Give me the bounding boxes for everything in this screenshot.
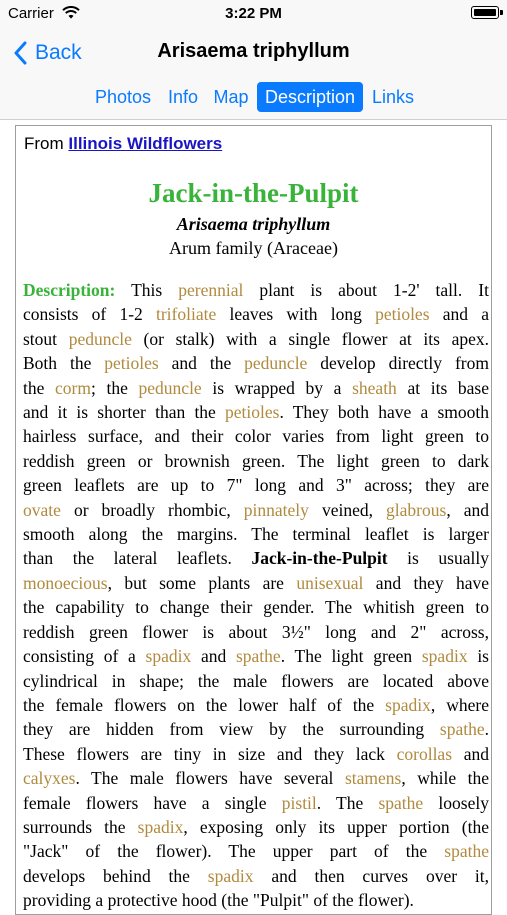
description-line	[23, 644, 489, 668]
description-text-segment: and a	[429, 304, 489, 325]
description-line	[23, 839, 489, 863]
battery-icon	[471, 6, 499, 19]
tab-info[interactable]: Info	[167, 87, 199, 107]
description-text-segment: leaves with long	[216, 304, 376, 325]
glossary-link[interactable]: spathe	[378, 792, 424, 813]
description-line	[23, 400, 489, 424]
description-text-segment: and	[191, 646, 236, 667]
description-line	[23, 522, 489, 546]
description-text-segment: they are hidden from view by the surrounding	[23, 719, 440, 740]
back-label: Back	[35, 41, 82, 64]
glossary-link[interactable]: spadix	[421, 646, 468, 667]
glossary-link[interactable]: perennial	[178, 280, 244, 300]
glossary-link[interactable]: corollas	[396, 743, 453, 764]
description-line	[23, 546, 489, 570]
description-text-segment: and the	[158, 353, 245, 374]
source-line	[24, 134, 222, 154]
description-line	[23, 424, 489, 448]
description-panel[interactable]	[15, 125, 492, 915]
description-line	[23, 376, 489, 400]
description-text-segment: the female flowers on the lower half of the	[23, 694, 386, 715]
glossary-link[interactable]: spadix	[137, 816, 184, 837]
description-text-segment: consists of 1-2	[23, 304, 156, 325]
description-text-segment: the capability to change their gender. The whitish green to	[23, 597, 489, 618]
description-text-segment: , where	[430, 694, 489, 715]
glossary-link[interactable]: spathe	[235, 646, 281, 667]
description-line	[23, 742, 489, 766]
scientific-name: Arisaema triphyllum	[176, 214, 331, 234]
description-line	[23, 620, 489, 644]
description-line	[23, 278, 489, 302]
glossary-link[interactable]: pistil	[281, 792, 317, 813]
glossary-link[interactable]: glabrous	[386, 499, 447, 520]
description-text-segment: and it is shorter than the	[23, 402, 226, 423]
description-text-segment: is wrapped by a	[201, 377, 353, 398]
description-text-segment: . The	[316, 792, 379, 813]
glossary-link[interactable]: monoecious	[23, 572, 108, 593]
description-text-segment: hairless surface, and their color varies from light green to	[23, 426, 489, 447]
glossary-link[interactable]: petioles	[104, 353, 159, 374]
description-line	[23, 327, 489, 351]
glossary-link[interactable]: ovate	[23, 499, 61, 520]
description-text-segment: , and	[446, 499, 489, 520]
description-line	[23, 693, 489, 717]
description-text-segment: surrounds the	[23, 816, 138, 837]
description-text-segment: and then curves over it,	[253, 865, 490, 886]
glossary-link[interactable]: unisexual	[296, 572, 364, 593]
description-text-segment: than the lateral leaflets.	[23, 548, 252, 569]
description-text-segment: smooth along the margins. The terminal leaflet is larger	[23, 524, 489, 545]
carrier-label: Carrier	[8, 5, 54, 22]
glossary-link[interactable]: spadix	[145, 646, 192, 667]
glossary-link[interactable]: trifoliate	[155, 304, 217, 325]
description-text-segment: develops behind the	[23, 865, 208, 886]
glossary-link[interactable]: pinnately	[243, 499, 309, 520]
navigation-bar	[0, 28, 507, 78]
description-line	[23, 571, 489, 595]
status-bar	[0, 0, 507, 28]
description-text-segment: is usually	[387, 548, 489, 569]
description-text	[23, 278, 489, 913]
glossary-link[interactable]: peduncle	[138, 377, 202, 398]
glossary-link[interactable]: calyxes	[23, 768, 76, 789]
tab-description[interactable]: Description	[257, 82, 363, 112]
description-text-segment: providing a protective hood (the "Pulpit" of the flower).	[23, 890, 414, 911]
bold-common-name: Jack-in-the-Pulpit	[251, 548, 388, 569]
description-text-segment: is	[467, 646, 489, 667]
description-line	[23, 815, 489, 839]
description-line	[23, 888, 489, 912]
description-text-segment: Both the	[23, 353, 105, 374]
glossary-link[interactable]: spathe	[444, 841, 489, 862]
description-text-segment: ; the	[91, 377, 139, 398]
glossary-link[interactable]: stamens	[344, 768, 402, 789]
description-text-segment: and they have	[363, 572, 490, 593]
description-text-segment: the	[23, 377, 56, 398]
description-text-segment: veined,	[308, 499, 387, 520]
description-line	[23, 449, 489, 473]
glossary-link[interactable]: spadix	[385, 694, 431, 715]
description-text-segment: green leaflets are up to 7" long and 3" across; they are	[23, 475, 489, 496]
tab-photos[interactable]: Photos	[94, 87, 152, 107]
description-line	[23, 498, 489, 522]
description-text-segment: and	[452, 743, 489, 764]
description-text-segment: , but some plants are	[107, 572, 297, 593]
description-line	[23, 669, 489, 693]
description-line	[23, 595, 489, 619]
glossary-link[interactable]: petioles	[225, 402, 280, 423]
description-text-segment: female flowers have a single	[23, 792, 282, 813]
description-line	[23, 302, 489, 326]
description-text-segment: plant is about 1-2' tall. It	[243, 280, 489, 300]
description-text-segment: .	[484, 719, 489, 740]
description-line	[23, 791, 489, 815]
source-prefix: From	[24, 134, 69, 153]
description-text-segment: . They both have a smooth	[279, 402, 489, 423]
description-text-segment: . The light green	[280, 646, 422, 667]
description-text-segment: stout	[23, 328, 69, 349]
description-text-segment: These flowers are tiny in size and they lack	[23, 743, 397, 764]
glossary-link[interactable]: peduncle	[68, 328, 132, 349]
description-text-segment: loosely	[423, 792, 489, 813]
tab-bar	[0, 78, 507, 120]
description-text-segment: reddish green or brownish green. The light green to dark	[23, 450, 489, 471]
common-name: Jack-in-the-Pulpit	[148, 178, 359, 208]
description-text-segment: (or stalk) with a single flower at its apex.	[131, 328, 489, 349]
glossary-link[interactable]: petioles	[375, 304, 430, 325]
description-line	[23, 864, 489, 888]
description-text-segment: or broadly rhombic,	[60, 499, 244, 520]
glossary-link[interactable]: spadix	[207, 865, 254, 886]
page-title: Arisaema triphyllum	[157, 40, 350, 62]
description-line	[23, 766, 489, 790]
glossary-link[interactable]: spathe	[439, 719, 485, 740]
description-heading: Description:	[23, 280, 116, 300]
description-text-segment: reddish green flower is about 3½" long and 2" across,	[23, 621, 489, 642]
description-text-segment: cylindrical in shape; the male flowers are located above	[23, 670, 489, 691]
description-text-segment: This	[115, 280, 179, 300]
tab-map[interactable]: Map	[213, 87, 249, 107]
status-time: 3:22 PM	[225, 5, 282, 22]
glossary-link[interactable]: corm	[55, 377, 91, 398]
description-text-segment: at its base	[396, 377, 489, 398]
description-text-segment: "Jack" of the flower). The upper part of the	[23, 841, 445, 862]
description-line	[23, 473, 489, 497]
glossary-link[interactable]: sheath	[352, 377, 397, 398]
description-text-segment: develop directly from	[307, 353, 489, 374]
description-text-segment: , exposing only its upper portion (the	[183, 816, 489, 837]
description-line	[23, 717, 489, 741]
glossary-link[interactable]: peduncle	[244, 353, 308, 374]
tab-links[interactable]: Links	[371, 87, 415, 107]
description-text-segment: consisting of a	[23, 646, 146, 667]
description-text-segment: , while the	[401, 768, 489, 789]
plant-family: Arum family (Araceae)	[169, 238, 338, 258]
description-line	[23, 351, 489, 375]
description-text-segment: . The male flowers have several	[75, 768, 345, 789]
source-link[interactable]: Illinois Wildflowers	[68, 134, 223, 153]
